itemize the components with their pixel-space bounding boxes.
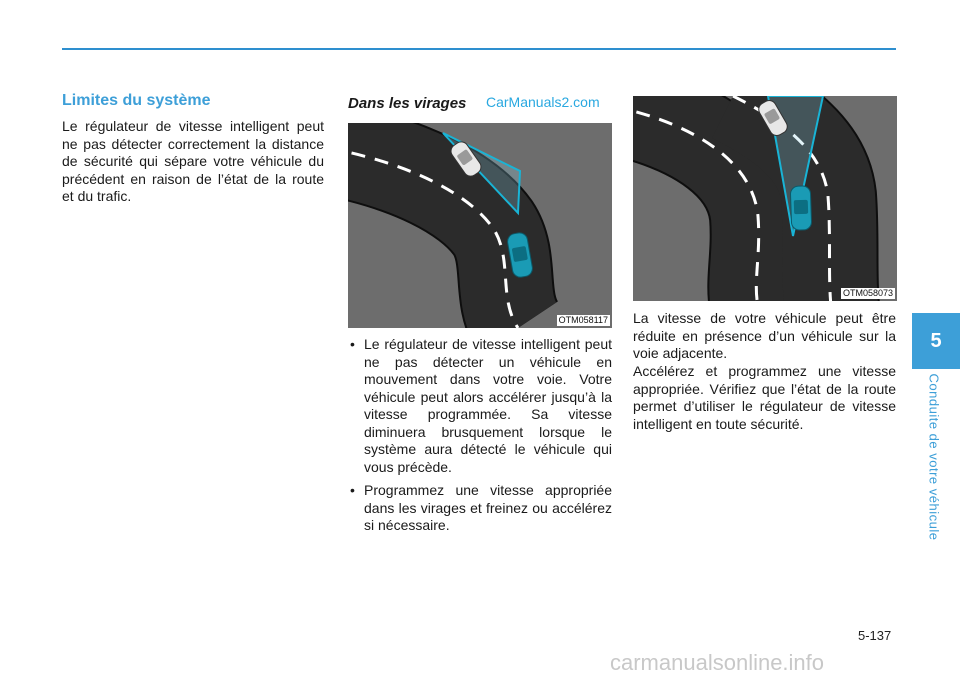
advice-paragraph: Accélérez et programmez une vitesse appropriée. Vérifiez que l’état de la route permet d’utiliser le régulateur de vitesse intelligent en toute sécurité. [633,363,896,432]
intro-paragraph: Le régulateur de vitesse intelligent peut ne pas détecter correctement la distance de sécurité qui sépare votre véhicule du précédent en raison de l’état de la route et du trafic. [62,118,324,204]
road-curve-illustration [348,123,612,328]
figure-adjacent-lane [633,96,897,301]
header-rule [62,48,896,50]
own-car-icon [790,186,812,231]
subheading-curves: Dans les virages [348,95,467,112]
section-title: Limites du système [62,92,211,109]
bullet-list [348,336,612,541]
figure-code: OTM058117 [558,315,608,325]
chapter-title [922,368,946,546]
figure-code: OTM058073 [842,288,893,298]
chapter-number-tab: 5 [912,313,960,369]
figure-curve-lane-detection [348,123,612,328]
adjacent-lane-paragraph: La vitesse de votre véhicule peut être réduite en présence d’un véhicule sur la voie adjacente. [633,310,896,361]
footer-watermark: carmanualsonline.info [610,650,825,675]
bullet-item: • Programmez une vitesse appropriée dans les virages et freinez ou accélérez si nécessaire. [348,482,612,535]
page-number: 5-137 [858,628,892,643]
watermark-link[interactable]: CarManuals2.com [486,94,600,110]
bullet-item: • Le régulateur de vitesse intelligent peut ne pas détecter un véhicule en mouvement dans votre voie. Votre véhicule peut alors accélérer jusqu’à la vitesse programmée. Sa vitesse diminuera brusquement lorsque le système aura détecté le véhicule qui vous précède. [348,336,612,476]
road-adjacent-lane-illustration [633,96,897,301]
chapter-title-text: Conduite de votre véhicule [926,373,942,541]
